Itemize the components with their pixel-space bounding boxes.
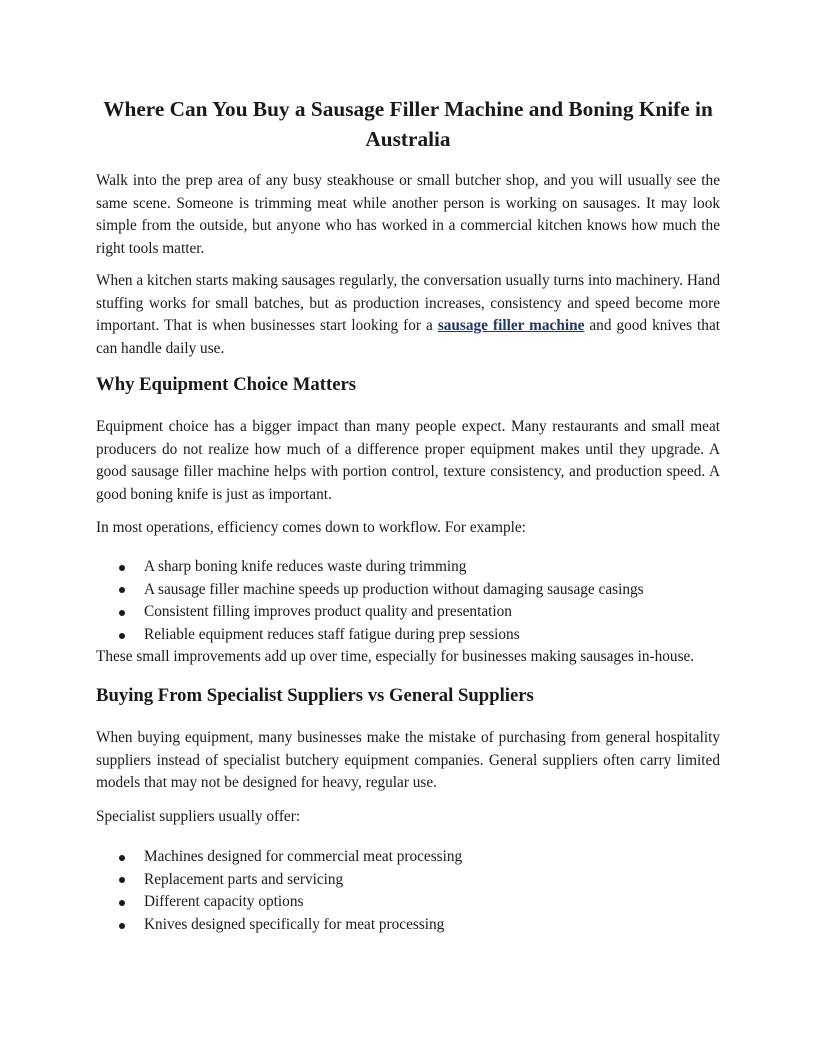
section2-bullet-list — [96, 846, 720, 937]
section2-paragraph-1: When buying equipment, many businesses make the mistake of purchasing from general hospitality suppliers instead of specialist butchery equipment companies. General suppliers often carry limited models that may not be designed for heavy, regular use. — [96, 729, 720, 792]
intro-paragraph-1: Walk into the prep area of any busy steakhouse or small butcher shop, and you will usually see the same scene. Someone is trimming meat while another person is working on sausages. It may look simple from the outside, but anyone who has worked in a commercial kitchen knows how much the right tools matter. — [96, 172, 720, 258]
section1-paragraph-1: Equipment choice has a bigger impact than many people expect. Many restaurants and small meat producers do not realize how much of a difference proper equipment makes until they upgrade. A good sausage filler machine helps with portion control, texture consistency, and production speed. A good boning knife is just as important. — [96, 418, 720, 504]
list-item — [96, 579, 720, 602]
bullet-icon — [119, 877, 125, 883]
bullet-icon — [119, 633, 125, 639]
intro-paragraph-2-text-start: When a kitchen starts making sausages regularly, the conversation usually turns into machinery. Hand stuffing works for small batches, but as production increases, consistency and speed become more important. That is when businesses start looking for a — [96, 272, 720, 335]
list-item — [96, 914, 720, 937]
page-title: Where Can You Buy a Sausage Filler Machine and Boning Knife in Australia — [103, 97, 713, 151]
list-item — [96, 556, 720, 579]
sausage-filler-machine-link[interactable]: sausage filler machine — [437, 317, 585, 335]
list-item-text: Machines designed for commercial meat processing — [144, 848, 463, 865]
section1-paragraph-2: In most operations, efficiency comes down to workflow. For example: — [96, 519, 526, 536]
list-item — [96, 869, 720, 892]
list-item-text: Different capacity options — [144, 893, 304, 911]
list-item — [96, 624, 720, 647]
section-heading-specialist-suppliers: Buying From Specialist Suppliers vs General Suppliers — [96, 685, 534, 706]
bullet-icon — [119, 855, 125, 861]
section2-paragraph-2: Specialist suppliers usually offer: — [96, 808, 301, 825]
list-item-text: Consistent filling improves product quality and presentation — [144, 603, 512, 621]
intro-paragraph-2-text-end: and good knives that can handle daily use. — [96, 317, 720, 358]
section1-bullet-list — [96, 556, 720, 647]
list-item-text: A sharp boning knife reduces waste during trimming — [144, 558, 467, 575]
bullet-icon — [119, 923, 125, 929]
section-heading-equipment-choice: Why Equipment Choice Matters — [96, 374, 357, 395]
list-item — [96, 846, 720, 869]
intro-paragraph-2 — [96, 270, 720, 361]
list-item-text: A sausage filler machine speeds up production without damaging sausage casings — [144, 580, 644, 598]
list-item-text: Replacement parts and servicing — [144, 870, 344, 888]
list-item-text: Reliable equipment reduces staff fatigue during prep sessions — [144, 626, 520, 644]
list-item — [96, 601, 720, 624]
list-item-text: Knives designed specifically for meat processing — [144, 916, 445, 934]
bullet-icon — [119, 610, 125, 616]
list-item — [96, 891, 720, 914]
bullet-icon — [119, 565, 125, 571]
bullet-icon — [119, 587, 125, 593]
bullet-icon — [119, 900, 125, 906]
section1-paragraph-3: These small improvements add up over time, especially for businesses making sausages in-house. — [96, 648, 695, 665]
